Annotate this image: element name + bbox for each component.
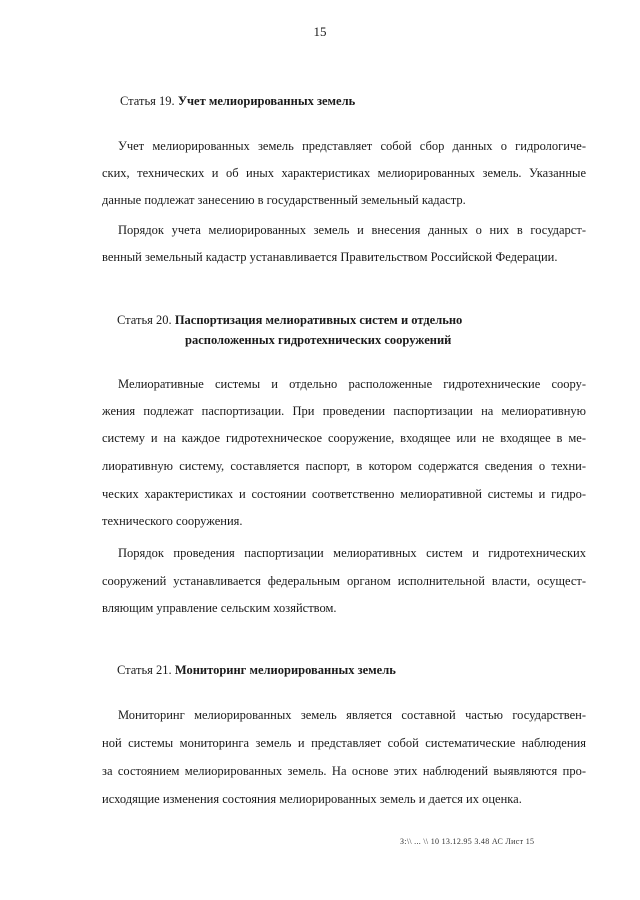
text-line: ной системы мониторинга земель и представляет собой систематические наблюдения [102, 736, 586, 750]
text-line: венный земельный кадастр устанавливается Правительством Российской Федерации. [102, 250, 558, 264]
article-20-title-line-2: расположенных гидротехнических сооружений [185, 333, 452, 347]
text-line: лиоративную систему, составляется паспорт, в котором содержатся сведения о техни- [102, 459, 586, 473]
text-line: ческих характеристиках и состоянии соответственно мелиоративной системы и гидро- [102, 487, 586, 501]
text-line: систему и на каждое гидротехническое сооружение, входящее или не входящее в ме- [102, 431, 586, 445]
article-21-title: Мониторинг мелиорированных земель [174, 663, 396, 677]
text-line: Учет мелиорированных земель представляет собой сбор данных о гидрологиче- [118, 139, 586, 153]
text-line: исходящие изменения состояния мелиорированных земель и дается их оценка. [102, 792, 522, 806]
article-21-label: Статья 21. [117, 663, 172, 677]
text-line: за состоянием мелиорированных земель. На основе этих наблюдений выявляются про- [102, 764, 586, 778]
text-line: жения подлежат паспортизации. При проведении паспортизации на мелиоративную [102, 404, 586, 418]
article-20-heading [117, 310, 462, 350]
text-line: Мониторинг мелиорированных земель является составной частью государствен- [118, 708, 586, 722]
text-line: технического сооружения. [102, 514, 243, 528]
text-line: Порядок проведения паспортизации мелиоративных систем и гидротехнических [118, 546, 586, 560]
text-line: сооружений устанавливается федеральным органом исполнительной власти, осущест- [102, 574, 586, 588]
text-line: ских, технических и об иных характеристиках мелиорированных земель. Указанные [102, 166, 586, 180]
text-line: Порядок учета мелиорированных земель и внесения данных о них в государст- [118, 223, 586, 237]
article-19-heading [120, 91, 355, 111]
footer-stamp: З:\\ ... \\ 10 13.12.95 3.48 АС Лист 15 [400, 837, 535, 846]
article-20-label: Статья 20. [117, 313, 172, 327]
article-19-title: Учет мелиорированных земель [177, 94, 356, 108]
page-number: 15 [313, 24, 327, 39]
article-19-label: Статья 19. [120, 94, 175, 108]
text-line: вляющим управление сельским хозяйством. [102, 601, 337, 615]
text-line: Мелиоративные системы и отдельно расположенные гидротехнические соору- [118, 377, 586, 391]
article-21-heading [117, 660, 396, 680]
article-20-title: Паспортизация мелиоративных систем и отдельно [174, 313, 463, 327]
text-line: данные подлежат занесению в государственный земельный кадастр. [102, 193, 466, 207]
